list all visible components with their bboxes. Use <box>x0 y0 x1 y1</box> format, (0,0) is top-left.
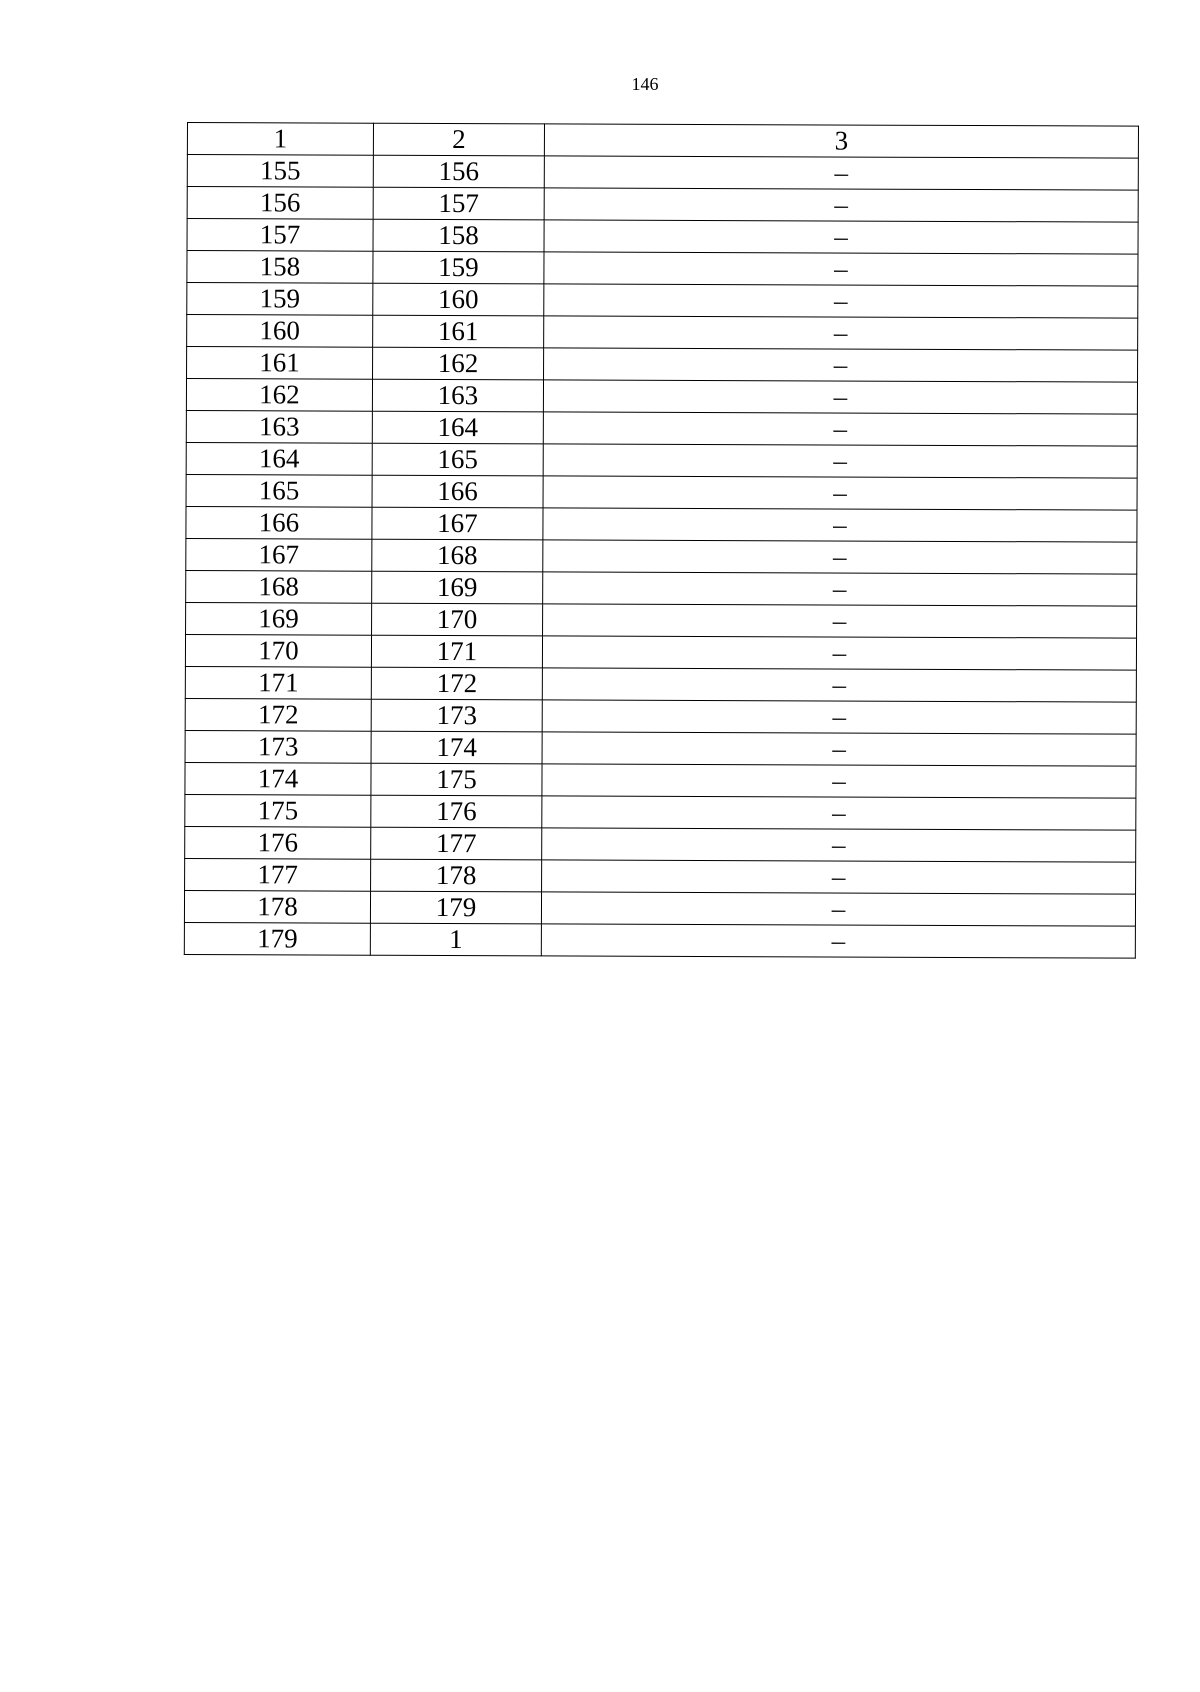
table-row <box>187 155 1138 191</box>
table-cell-col-2: 175 <box>371 763 542 796</box>
table-cell-col-1: 171 <box>185 666 371 699</box>
table-cell-col-1: 178 <box>184 890 370 923</box>
table-row <box>186 442 1137 478</box>
table-row <box>187 315 1138 351</box>
table-cell-col-3: – <box>543 476 1137 510</box>
table-cell-col-3: – <box>542 636 1136 670</box>
table-cell-col-3: – <box>543 604 1137 638</box>
table-row <box>186 506 1137 542</box>
table-cell-col-3: – <box>544 252 1138 286</box>
table-cell-col-1: 168 <box>186 570 372 603</box>
table-cell-col-2: 173 <box>371 699 542 732</box>
table-row <box>186 379 1137 415</box>
table-cell-col-3: – <box>544 220 1138 254</box>
table-cell-col-3: – <box>542 860 1136 894</box>
table-cell-col-2: 162 <box>373 347 544 380</box>
table-cell-col-3: – <box>542 732 1136 766</box>
table-row <box>187 283 1138 319</box>
table-cell-col-3: – <box>543 508 1137 542</box>
table-cell-col-1: 179 <box>184 922 370 955</box>
table-row <box>186 570 1137 606</box>
table-cell-col-1: 155 <box>187 155 373 188</box>
table-cell-col-2: 177 <box>371 827 542 860</box>
table-cell-col-1: 164 <box>186 442 372 475</box>
table-cell-col-2: 166 <box>372 475 543 508</box>
table-cell-col-1: 173 <box>185 730 371 763</box>
table-cell-col-2: 158 <box>373 219 544 252</box>
table-cell-col-1: 177 <box>185 858 371 891</box>
table-cell-col-1: 165 <box>186 474 372 507</box>
table-cell-col-3: – <box>544 284 1138 318</box>
table-cell-col-3: – <box>543 444 1137 478</box>
table-row <box>185 858 1136 894</box>
table-row <box>187 251 1138 287</box>
table-cell-col-1: 160 <box>187 315 373 348</box>
table-cell-col-1: 176 <box>185 826 371 859</box>
table-cell-col-2: 178 <box>371 859 542 892</box>
table-cell-col-1: 163 <box>186 410 372 443</box>
table-row <box>186 602 1137 638</box>
table-cell-col-3: – <box>543 412 1137 446</box>
table-cell-col-1: 172 <box>185 698 371 731</box>
table-row <box>186 474 1137 510</box>
table-row <box>184 922 1135 958</box>
table-cell-col-2: 176 <box>371 795 542 828</box>
data-table <box>184 122 1139 959</box>
table-cell-col-2: 172 <box>371 667 542 700</box>
table-cell-col-3: – <box>542 796 1136 830</box>
table-cell-col-1: 162 <box>186 379 372 412</box>
table-cell-col-1: 170 <box>185 634 371 667</box>
table-row <box>185 634 1136 670</box>
table-cell-col-2: 156 <box>373 155 544 188</box>
table-cell-col-2: 159 <box>373 251 544 284</box>
table-cell-col-2: 164 <box>372 411 543 444</box>
table-cell-col-3: – <box>542 764 1136 798</box>
table-row <box>185 666 1136 702</box>
table-row <box>187 187 1138 223</box>
table-cell-col-3: – <box>543 540 1137 574</box>
table-cell-col-1: 157 <box>187 219 373 252</box>
table-row <box>184 890 1135 926</box>
table-cell-col-1: 166 <box>186 506 372 539</box>
table-cell-col-3: – <box>542 700 1136 734</box>
table-cell-col-1: 158 <box>187 251 373 284</box>
table-cell-col-2: 160 <box>373 283 544 316</box>
table-cell-col-2: 157 <box>373 187 544 220</box>
table-row <box>185 730 1136 766</box>
table-cell-col-3: – <box>543 380 1137 414</box>
table-cell-col-1: 174 <box>185 762 371 795</box>
table-cell-col-2: 163 <box>372 379 543 412</box>
header-cell-col-3: 3 <box>544 124 1138 158</box>
table-cell-col-3: – <box>542 668 1136 702</box>
table-cell-col-1: 159 <box>187 283 373 316</box>
table-cell-col-1: 167 <box>186 538 372 571</box>
table-row <box>185 698 1136 734</box>
table-row <box>186 538 1137 574</box>
table-row <box>185 762 1136 798</box>
table-cell-col-2: 168 <box>372 539 543 572</box>
table-cell-col-3: – <box>544 348 1138 382</box>
table-cell-col-1: 169 <box>186 602 372 635</box>
table-cell-col-2: 170 <box>372 603 543 636</box>
table-cell-col-2: 179 <box>370 891 541 924</box>
table-cell-col-2: 167 <box>372 507 543 540</box>
table-cell-col-2: 171 <box>371 635 542 668</box>
table-cell-col-2: 169 <box>372 571 543 604</box>
table-cell-col-3: – <box>541 924 1135 958</box>
table-row <box>185 794 1136 830</box>
table-body <box>184 123 1138 959</box>
table-header-row <box>187 123 1138 159</box>
table-cell-col-2: 165 <box>372 443 543 476</box>
table-cell-col-1: 161 <box>187 347 373 380</box>
table-cell-col-3: – <box>542 828 1136 862</box>
header-cell-col-2: 2 <box>373 123 544 156</box>
table-row <box>186 410 1137 446</box>
table-cell-col-3: – <box>543 572 1137 606</box>
table-row <box>187 219 1138 255</box>
page-number: 146 <box>631 74 659 94</box>
table-cell-col-2: 161 <box>373 315 544 348</box>
table-cell-col-1: 156 <box>187 187 373 220</box>
table-cell-col-3: – <box>544 156 1138 190</box>
table-cell-col-1: 175 <box>185 794 371 827</box>
table-cell-col-3: – <box>544 188 1138 222</box>
table-cell-col-3: – <box>544 316 1138 350</box>
table-cell-col-3: – <box>541 892 1135 926</box>
header-cell-col-1: 1 <box>187 123 373 156</box>
table-row <box>187 347 1138 383</box>
table-row <box>185 826 1136 862</box>
table-cell-col-2: 174 <box>371 731 542 764</box>
table-cell-col-2: 1 <box>370 923 541 956</box>
